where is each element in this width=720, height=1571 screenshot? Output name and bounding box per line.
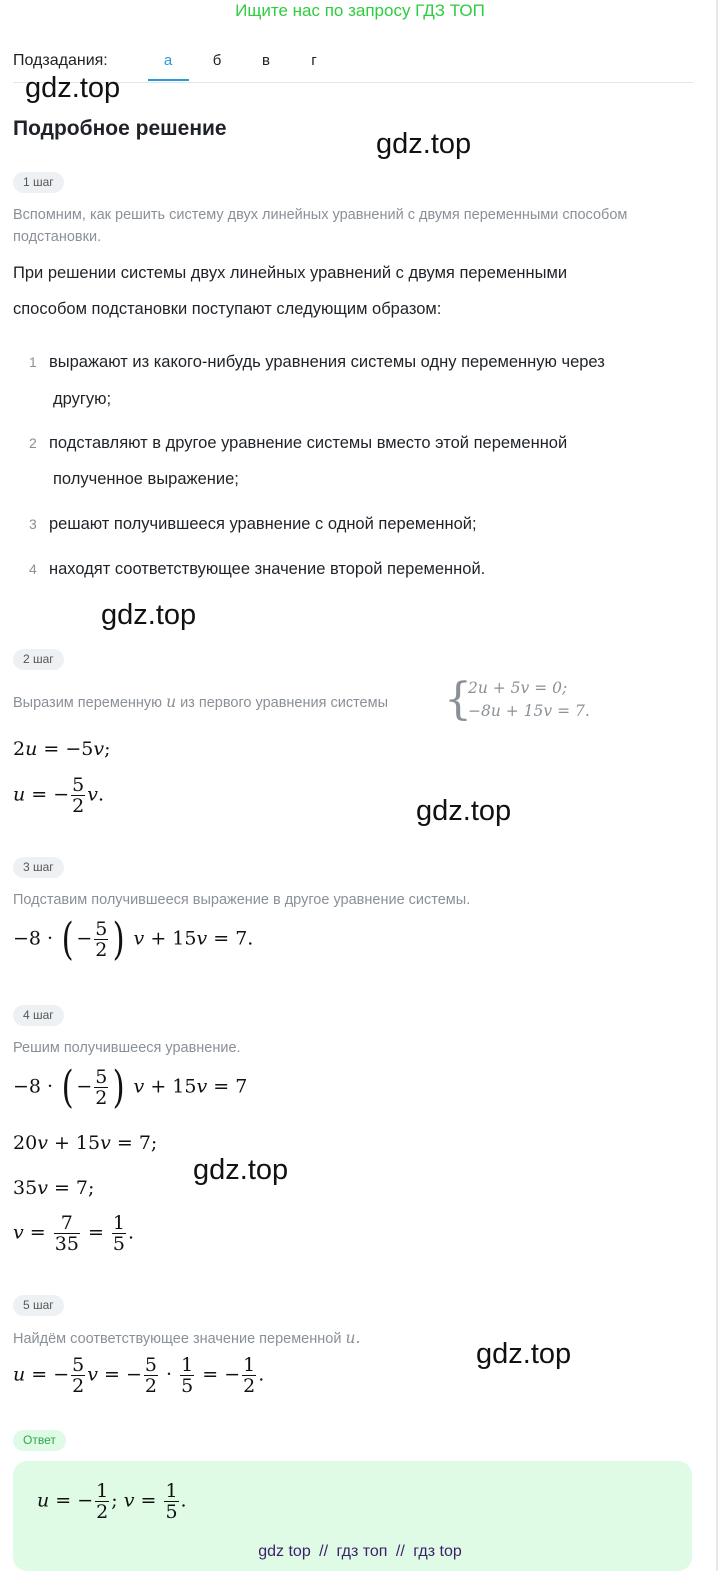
watermark: gdz.top (476, 1338, 572, 1370)
watermark: gdz.top (416, 795, 512, 827)
equation: 2u = −5v; (13, 738, 111, 760)
tab-g[interactable]: г (311, 52, 317, 69)
answer-badge: Ответ (13, 1430, 66, 1451)
step-badge: 5 шаг (13, 1295, 64, 1316)
watermark: gdz.top (193, 1154, 289, 1186)
page-title: Подробное решение (13, 117, 227, 140)
footer-link[interactable]: гдз топ (336, 1543, 388, 1560)
intro-text: способом подстановки поступают следующим образом: (13, 300, 442, 318)
step-badge: 1 шаг (13, 172, 64, 193)
step-badge: 3 шаг (13, 857, 64, 878)
footer-links (0, 1543, 720, 1561)
equation: −8 · ( − $\frac{5}{2}$ ) v + 15v = 7. (13, 914, 254, 965)
watermark: gdz.top (101, 599, 197, 631)
intro-text: При решении системы двух линейных уравнений с двумя переменными (13, 264, 568, 282)
active-tab-indicator (148, 79, 189, 81)
watermark: gdz.top (376, 128, 472, 160)
step-hint: Вспомним, как решить систему двух линейных уравнений с двумя переменными способом подстановки. (13, 207, 628, 245)
list-item: находят соответствующее значение второй переменной. (49, 560, 486, 578)
step-hint: Найдём соответствующее значение переменной u. (13, 1329, 361, 1347)
step-badge: 2 шаг (13, 649, 64, 670)
watermark: gdz.top (25, 72, 121, 104)
list-number: 2 (29, 435, 37, 451)
list-number: 1 (29, 354, 37, 370)
list-number: 4 (29, 561, 37, 577)
equation: u = − $\frac{5}{2}$ v = − $\frac{5}{2}$ · $\frac{1}{5}$ = − $\frac{1}{2}$ . (13, 1354, 265, 1397)
tab-v[interactable]: в (262, 52, 270, 69)
footer-link[interactable]: gdz top (258, 1543, 311, 1560)
promo-banner: Ищите нас по запросу ГДЗ ТОП (235, 1, 485, 20)
subtasks-label: Подзадания: (13, 52, 108, 69)
footer-separator: // (395, 1543, 405, 1560)
answer-equation: u = − $\frac{1}{2}$ ; v = $\frac{1}{5}$ . (37, 1480, 187, 1523)
right-border (716, 0, 718, 1571)
tab-a[interactable]: а (163, 52, 173, 69)
tab-b[interactable]: б (212, 52, 222, 69)
list-item: полученное выражение; (53, 470, 239, 488)
footer-separator: // (319, 1543, 329, 1560)
list-item: другую; (53, 390, 112, 408)
system-eq-1: 2u + 5v = 0; (468, 679, 568, 697)
list-number: 3 (29, 516, 37, 532)
equation: 20v + 15v = 7; (13, 1132, 158, 1154)
list-item: решают получившееся уравнение с одной переменной; (49, 515, 477, 533)
system-eq-2: −8u + 15v = 7. (468, 702, 590, 720)
footer-link[interactable]: гдз top (413, 1543, 462, 1560)
list-item: подставляют в другое уравнение системы вместо этой переменной (49, 434, 568, 452)
equation: 35v = 7; (13, 1177, 95, 1199)
step-hint: Выразим переменную u из первого уравнения системы (13, 693, 389, 711)
list-item: выражают из какого-нибудь уравнения системы одну переменную через (49, 353, 605, 371)
equation: u = − $\frac{5}{2}$ v. (13, 774, 105, 817)
equation: v = $\frac{7}{35}$ = $\frac{1}{5}$ . (13, 1212, 135, 1255)
step-hint: Подставим получившееся выражение в другое уравнение системы. (13, 892, 471, 908)
equation: −8 · ( − $\frac{5}{2}$ ) v + 15v = 7 (13, 1062, 248, 1113)
step-hint: Решим получившееся уравнение. (13, 1040, 241, 1056)
step-badge: 4 шаг (13, 1005, 64, 1026)
system-brace: { (444, 674, 472, 725)
